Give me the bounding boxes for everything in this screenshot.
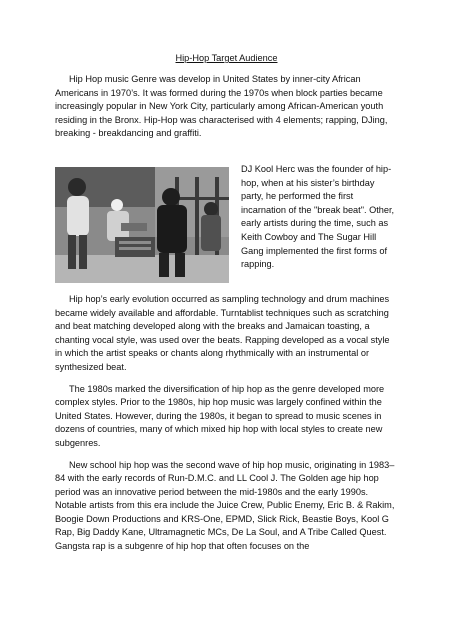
black-and-white-photo-image xyxy=(55,167,229,283)
figure-row xyxy=(55,163,398,283)
document-title: Hip-Hop Target Audience xyxy=(175,53,278,63)
side-paragraph: DJ Kool Herc was the founder of hip-hop, when at his sister’s birthday party, he performed the first incarnation of the "break beat". Other, early artists during the time, such as Keith Cowboy and The Sugar Hill Gang implemented the first forms of rapping. xyxy=(241,163,395,270)
hip-hop-photo xyxy=(55,167,229,283)
paragraph-evolution: Hip hop’s early evolution occurred as sampling technology and drum machines became widely available and affordable. Turntablist techniques such as scratching and beat matching developed along with the breaks and Jamaican toasting, a chanting vocal style, was used over the beats. Rapping developed as a vocal style in which the artist speaks or chants along rhythmically with an instrumental or synthesized beat. xyxy=(55,293,390,372)
paragraph-new-school: New school hip hop was the second wave of hip hop music, originating in 1983–84 with the early records of Run-D.M.C. and LL Cool J. The Golden age hip hop period was an innovative period between the mid-1980s and the early 1990s. Notable artists from this era include the Juice Crew, Public Enemy, Eric B. & Rakim, Boogie Down Productions and KRS-One, EPMD, Slick Rick, Beastie Boys, Kool G Rap, Big Daddy Kane, Ultramagnetic MCs, De La Soul, and A Tribe Called Quest. Gangsta rap is a subgenre of hip hop that often focuses on the xyxy=(55,459,395,552)
paragraph-intro: Hip Hop music Genre was develop in United States by inner-city African Americans in 1970’s. It was formed during the 1970s when block parties became increasingly popular in New York City, particularly among African-American youth residing in the Bronx. Hip-Hop was characterised with 4 elements; rapping, DJing, breaking - breakdancing and graffiti. xyxy=(55,74,388,139)
paragraph-1980s: The 1980s marked the diversification of hip hop as the genre developed more complex styles. Prior to the 1980s, hip hop music was largely confined within the United States. However, during the 1980s, it began to spread to music scenes in dozens of countries, many of which mixed hip hop with local styles to create new subgenres. xyxy=(55,383,385,448)
